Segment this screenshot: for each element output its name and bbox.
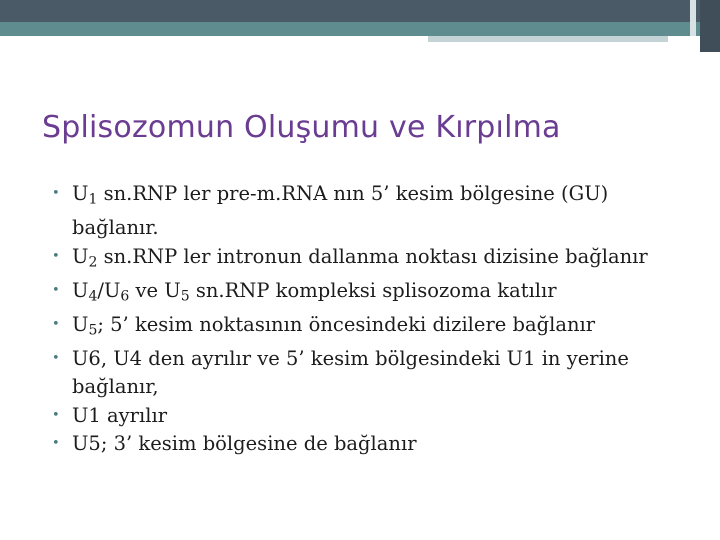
bullet-item <box>50 345 700 402</box>
bullet-item <box>50 311 700 345</box>
subscript-text: 1 <box>88 191 98 208</box>
bullet-text <box>72 404 167 427</box>
bullet-text-run: sn.RNP kompleksi splisozoma katılır <box>189 278 557 302</box>
bullet-text-run: U <box>72 244 89 268</box>
corner-accent-light <box>690 0 696 36</box>
bullet-text-run: U5; 3’ kesim bölgesine de bağlanır <box>72 432 417 455</box>
bullet-list <box>50 180 700 459</box>
bullet-marker-icon: • <box>52 282 60 298</box>
bullet-text-run: U <box>72 278 89 302</box>
bullet-text <box>72 279 557 302</box>
bullet-marker-icon: • <box>52 316 60 332</box>
bullet-item <box>50 243 700 277</box>
bullet-item <box>50 277 700 311</box>
bullet-item <box>50 402 700 431</box>
bullet-text-run: sn.RNP ler pre-m.RNA nın 5’ kesim bölgesine (GU) bağlanır. <box>72 182 609 239</box>
slide-title: Splisozomun Oluşumu ve Kırpılma <box>42 110 561 145</box>
bullet-text-run: U6, U4 den ayrılır ve 5’ kesim bölgesindeki U1 in yerine bağlanır, <box>72 346 629 398</box>
bullet-text <box>72 313 595 336</box>
subscript-text: 2 <box>88 254 98 270</box>
subscript-text: 4 <box>88 288 98 304</box>
bullet-text-run: U <box>72 312 89 336</box>
bullet-text-run: /U <box>97 278 121 302</box>
bullet-text-run: U <box>72 182 89 205</box>
header-bar-dark <box>0 0 720 22</box>
bullet-text <box>72 347 629 399</box>
bullet-item <box>50 430 700 459</box>
bullet-marker-icon: • <box>52 436 60 451</box>
bullet-item <box>50 180 700 243</box>
bullet-marker-icon: • <box>52 407 60 423</box>
subscript-text: 5 <box>88 322 98 338</box>
subscript-text: 6 <box>120 288 130 304</box>
bullet-text <box>72 182 608 239</box>
bullet-text-run: ; 5’ kesim noktasının öncesindeki dizilere bağlanır <box>97 312 596 336</box>
corner-accent-dark <box>700 0 720 52</box>
bullet-text-run: ve U <box>129 278 181 302</box>
header-bar-teal <box>0 22 720 36</box>
bullet-text <box>72 245 648 268</box>
bullet-text-run: sn.RNP ler intronun dallanma noktası dizisine bağlanır <box>97 244 648 268</box>
header-bar-accent <box>428 36 668 42</box>
subscript-text: 5 <box>180 288 190 304</box>
bullet-marker-icon: • <box>52 350 60 366</box>
bullet-marker-icon: • <box>52 186 60 201</box>
bullet-text-run: U1 ayrılır <box>72 403 168 427</box>
bullet-text <box>72 432 417 455</box>
bullet-marker-icon: • <box>52 248 60 264</box>
